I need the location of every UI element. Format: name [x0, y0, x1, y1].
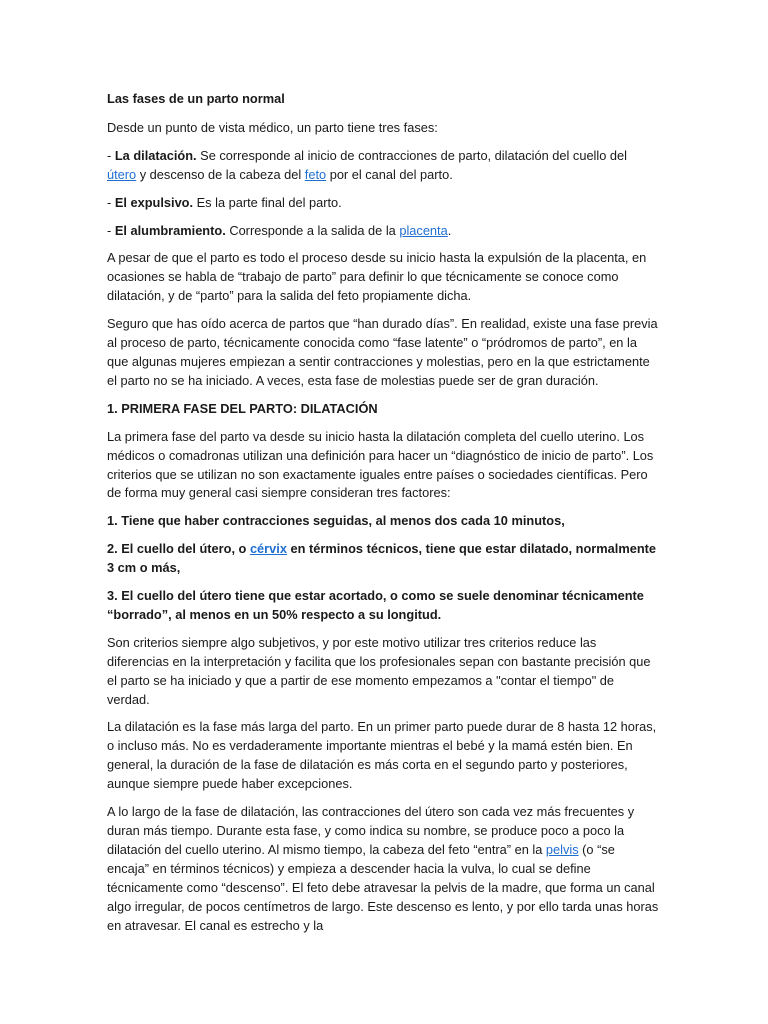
- feto-link[interactable]: feto: [304, 166, 327, 182]
- dilatacion-larga-paragraph: La dilatación es la fase más larga del parto. En un primer parto puede durar de 8 hasta 12 horas, o incluso más. No es verdaderamente importante mientras el bebé y la mamá estén bien. En general, la duración de la fase de dilatación es más corta en el segundo parto y posteriores, aunque siempre puede haber excepciones.: [107, 719, 657, 792]
- pelvis-link[interactable]: pelvis: [545, 841, 579, 857]
- criterios-paragraph: Son criterios siempre algo subjetivos, y por este motivo utilizar tres criterios reduce las diferencias en la interpretación y facilita que los profesionales sepan con bastante precisión que el parto se ha iniciado y que a partir de ese momento empezamos a "contar el tiempo" de verdad.: [107, 634, 651, 707]
- factor-text: en términos técnicos, tiene que estar dilatado, normalmente 3 cm o más,: [107, 541, 657, 576]
- phase-text: y descenso de la cabeza del: [136, 166, 305, 182]
- phase-prefix: -: [107, 147, 115, 163]
- cervix-link[interactable]: cérvix: [249, 541, 287, 557]
- document-title: Las fases de un parto normal: [107, 91, 285, 106]
- phase-dilatacion-paragraph: [107, 147, 659, 185]
- phase-term: El expulsivo.: [114, 194, 194, 210]
- seguro-paragraph: Seguro que has oído acerca de partos que “han durado días”. En realidad, existe una fase previa al proceso de parto, técnicamente conocida como “fase latente” o “pródromos de parto”, en la que algunas mujeres empiezan a sentir contracciones y molestias, pero en la que estrictamente el parto no se ha iniciado. A veces, esta fase de molestias puede ser de gran duración.: [107, 316, 658, 388]
- phase-text: Se corresponde al inicio de contracciones de parto, dilatación del cuello del: [196, 147, 627, 163]
- section-heading: 1. PRIMERA FASE DEL PARTO: DILATACIÓN: [107, 400, 378, 416]
- factor-2: [107, 540, 659, 578]
- paragraph-text: (o “se encaja” en términos técnicos) y empieza a descender hacia la vulva, lo cual se define técnicamente como “descenso”. El feto debe atravesar la pelvis de la madre, que forma un canal algo irregular, de pocos centímetros de largo. Este descenso es lento, y por ello tarda unas horas en atravesar. El canal es estrecho y la: [107, 841, 659, 933]
- phase-text: .: [447, 222, 452, 238]
- intro-paragraph: Desde un punto de vista médico, un parto tiene tres fases:: [107, 119, 438, 135]
- factor-text: 2. El cuello del útero, o: [107, 541, 250, 557]
- placenta-link[interactable]: placenta: [399, 222, 448, 238]
- phase-term: La dilatación.: [114, 147, 197, 163]
- document-page: [107, 90, 659, 944]
- factor-1: 1. Tiene que haber contracciones seguidas, al menos dos cada 10 minutos,: [107, 513, 565, 529]
- paragraph-text: A lo largo de la fase de dilatación, las contracciones del útero son cada vez más frecuentes y duran más tiempo. Durante esta fase, y como indica su nombre, se produce poco a poco la dilatación del cuello uterino. Al mismo tiempo, la cabeza del feto “entra” en la: [107, 804, 635, 857]
- phase-expulsivo-paragraph: [107, 194, 659, 213]
- primera-fase-paragraph: La primera fase del parto va desde su inicio hasta la dilatación completa del cuello uterino. Los médicos o comadronas utilizan una definición para hacer un “diagnóstico de inicio de parto”. Los criterios que se utilizan no son exactamente iguales entre países o sociedades científicas. Pero de forma muy general casi siempre consideran tres factores:: [107, 428, 654, 501]
- phase-term: El alumbramiento.: [114, 222, 226, 238]
- phase-text: por el canal del parto.: [326, 166, 453, 182]
- utero-link[interactable]: útero: [107, 166, 137, 182]
- phase-text: Corresponde a la salida de la: [225, 222, 400, 238]
- phase-text: Es la parte final del parto.: [193, 194, 342, 210]
- phase-prefix: -: [107, 222, 115, 238]
- alolargo-paragraph: [107, 803, 659, 935]
- phase-prefix: -: [107, 194, 115, 210]
- factor-3: 3. El cuello del útero tiene que estar acortado, o como se suele denominar técnicamente “borrado”, al menos en un 50% respecto a su longitud.: [107, 588, 644, 622]
- apesar-paragraph: A pesar de que el parto es todo el proceso desde su inicio hasta la expulsión de la placenta, en ocasiones se habla de “trabajo de parto” para definir lo que técnicamente se conoce como dilatación, y de “parto” para la salida del feto propiamente dicha.: [107, 250, 647, 304]
- phase-alumbramiento-paragraph: [107, 222, 659, 241]
